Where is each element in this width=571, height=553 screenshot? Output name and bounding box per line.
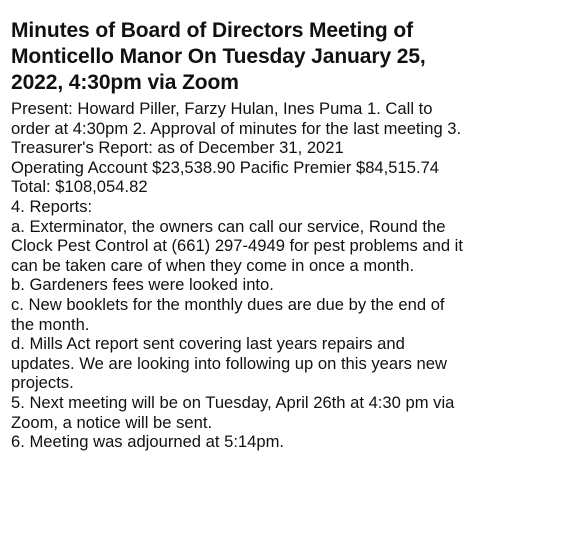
- report-item-line: c. New booklets for the monthly dues are due by the end of: [11, 294, 445, 314]
- report-item-line: b. Gardeners fees were looked into.: [11, 275, 274, 295]
- attendance-line: Present: Howard Piller, Farzy Hulan, Ines Puma 1. Call to: [11, 99, 433, 118]
- meeting-minutes-document: [11, 18, 567, 452]
- title-line: 2022, 4:30pm via Zoom: [11, 71, 239, 94]
- title-line: Monticello Manor On Tuesday January 25,: [11, 45, 426, 68]
- report-item-line: d. Mills Act report sent covering last years repairs and: [11, 334, 405, 354]
- report-item-line: can be taken care of when they come in once a month.: [11, 255, 415, 275]
- total-balance-line: Total: $108,054.82: [11, 177, 148, 197]
- next-meeting-line: 5. Next meeting will be on Tuesday, April 26th at 4:30 pm via: [11, 392, 455, 412]
- report-item-line: projects.: [11, 373, 74, 393]
- account-balances-line: Operating Account $23,538.90 Pacific Premier $84,515.74: [11, 157, 440, 177]
- treasurer-report-line: Treasurer's Report: as of December 31, 2021: [11, 138, 344, 158]
- report-item-line: a. Exterminator, the owners can call our service, Round the: [11, 216, 446, 236]
- report-item-line: Clock Pest Control at (661) 297-4949 for pest problems and it: [11, 236, 463, 256]
- adjournment-line: 6. Meeting was adjourned at 5:14pm.: [11, 432, 285, 452]
- title-line: Minutes of Board of Directors Meeting of: [11, 19, 414, 42]
- agenda-line: order at 4:30pm 2. Approval of minutes for the last meeting 3.: [11, 118, 462, 138]
- reports-heading: 4. Reports:: [11, 196, 93, 216]
- report-item-line: the month.: [11, 314, 90, 334]
- document-title: [11, 18, 567, 96]
- next-meeting-line: Zoom, a notice will be sent.: [11, 412, 213, 432]
- report-item-line: updates. We are looking into following up on this years new: [11, 353, 447, 373]
- document-body: [11, 99, 567, 452]
